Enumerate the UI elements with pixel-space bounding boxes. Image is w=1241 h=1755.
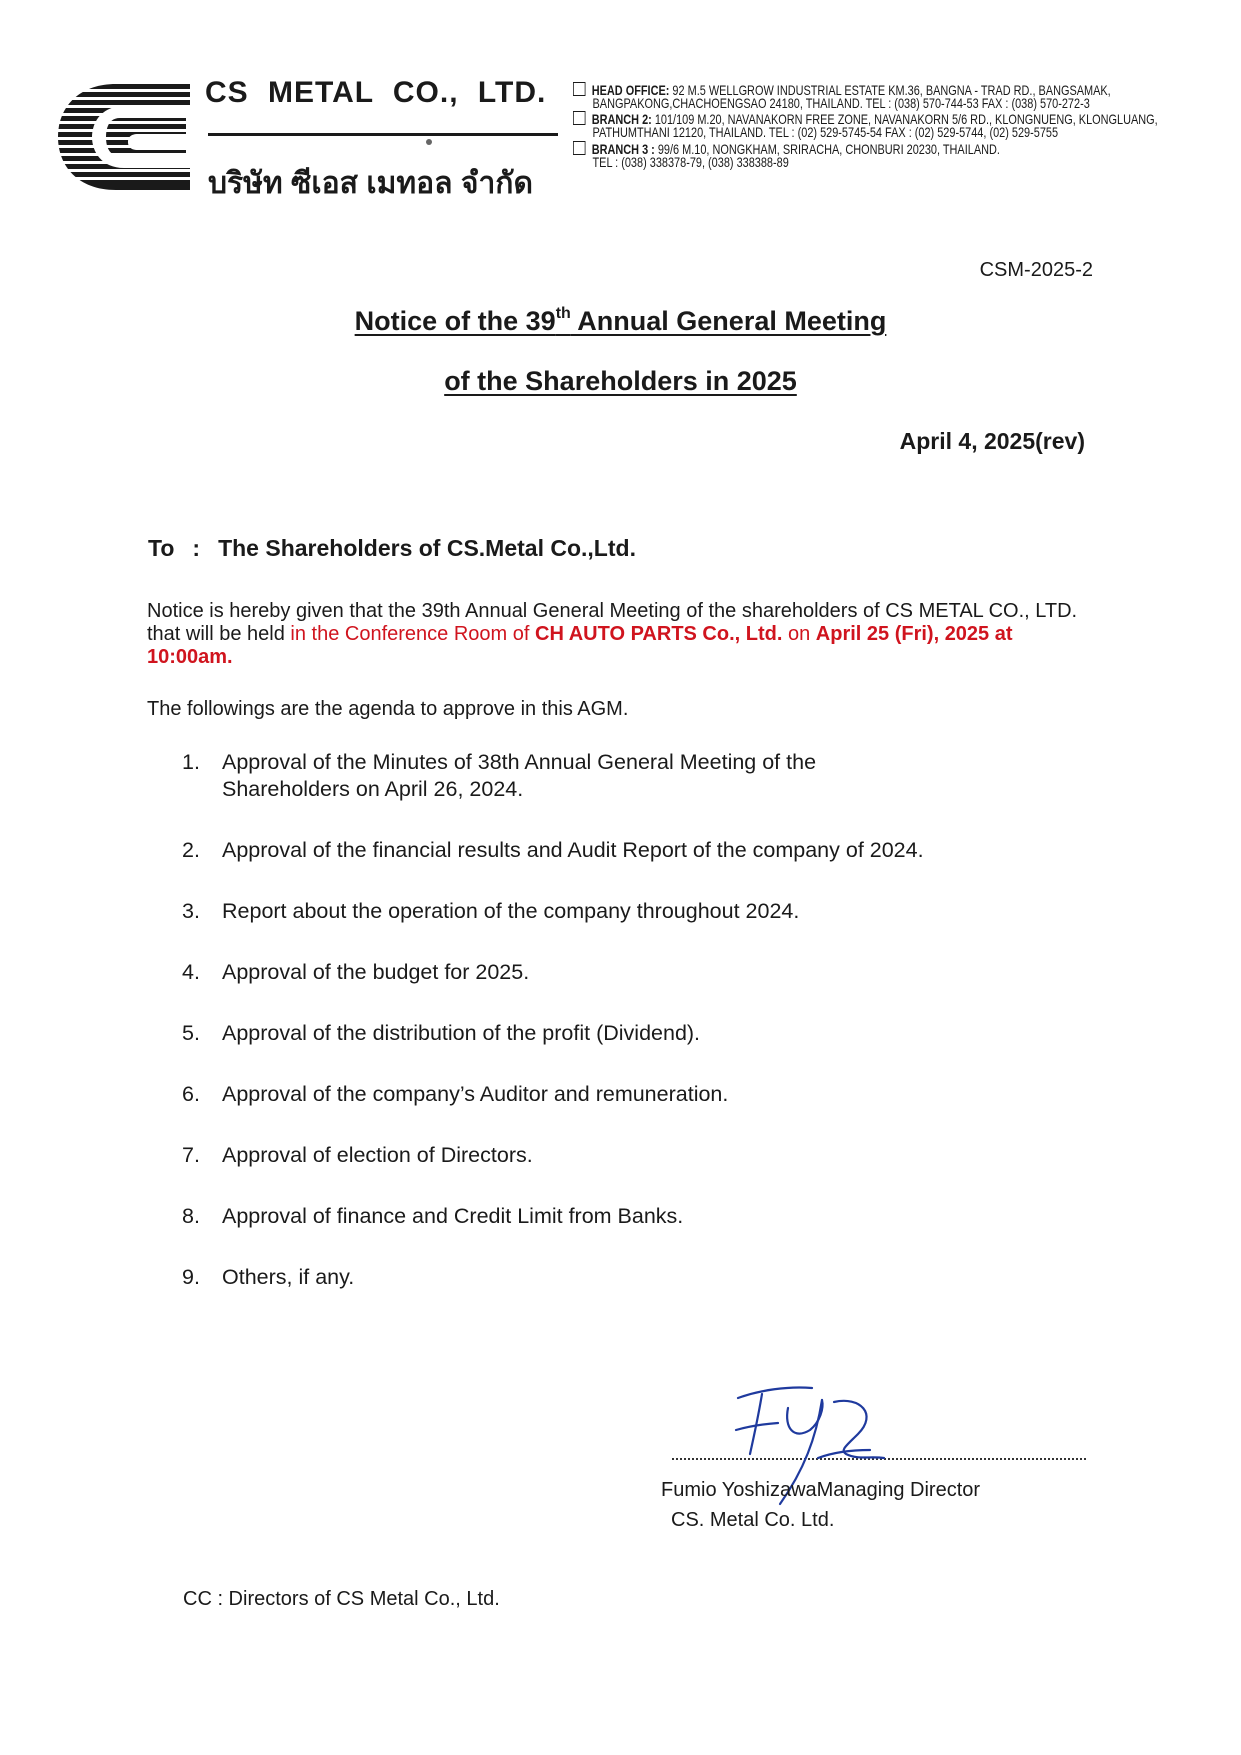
document-title-line1: Notice of the 39th Annual General Meeting <box>354 305 887 336</box>
branch3-address-line2: TEL : (038) 338378-79, (038) 338388-89 <box>592 154 789 170</box>
agenda-item: 5. Approval of the distribution of the profit (Dividend). <box>182 1021 701 1045</box>
branch3-address: BRANCH 3 : 99/6 M.10, NONGKHAM, SRIRACHA, CHONBURI 20230, THAILAND. <box>573 141 1000 156</box>
company-logo <box>58 84 190 190</box>
agenda-item: 4. Approval of the budget for 2025. <box>182 960 530 984</box>
company-name-en: CS METAL CO., LTD. <box>205 76 547 109</box>
checkbox-icon <box>573 82 585 96</box>
cc-line: CC : Directors of CS Metal Co., Ltd. <box>183 1588 500 1610</box>
checkbox-icon <box>573 141 585 155</box>
agenda-item: 8. Approval of finance and Credit Limit from Banks. <box>182 1204 684 1228</box>
checkbox-icon <box>573 111 585 125</box>
agenda-item: 6. Approval of the company’s Auditor and remuneration. <box>182 1082 729 1106</box>
document-number: CSM-2025-2 <box>979 259 1093 281</box>
company-name-th: บริษัท ซีเอส เมทอล จำกัด <box>208 167 533 200</box>
agenda-item: 3. Report about the operation of the company throughout 2024. <box>182 899 800 923</box>
notice-paragraph: Notice is hereby given that the 39th Annual General Meeting of the shareholders of CS METAL CO., LTD. that will be held in the Conference Room of CH AUTO PARTS Co., Ltd. on April 25 (Fri), 2025 at 10:00am. <box>147 600 1078 668</box>
agenda-item: 7. Approval of election of Directors. <box>182 1143 533 1167</box>
agenda-item: 2. Approval of the financial results and Audit Report of the company of 2024. <box>182 838 924 862</box>
branch2-address: BRANCH 2: 101/109 M.20, NAVANAKORN FREE ZONE, NAVANAKORN 5/6 RD., KLONGNUENG, KLONGLUANG, <box>573 111 1158 126</box>
agenda-list <box>182 749 1062 1325</box>
letterhead-divider <box>208 133 558 136</box>
signer-company: CS. Metal Co. Ltd. <box>671 1509 835 1531</box>
agenda-item: 9. Others, if any. <box>182 1265 355 1289</box>
signer-name: Fumio YoshizawaManaging Director <box>661 1479 981 1501</box>
letterhead-dot <box>426 139 432 145</box>
agenda-item: 1. Approval of the Minutes of 38th Annual General Meeting of the Shareholders on April 26, 2024. <box>182 750 817 801</box>
agenda-intro: The followings are the agenda to approve in this AGM. <box>147 698 629 720</box>
branch2-address-line2: PATHUMTHANI 12120, THAILAND. TEL : (02) 529-5745-54 FAX : (02) 529-5744, (02) 529-5755 <box>592 124 1059 140</box>
document-date: April 4, 2025(rev) <box>899 428 1085 454</box>
head-office-address: HEAD OFFICE: 92 M.5 WELLGROW INDUSTRIAL ESTATE KM.36, BANGNA - TRAD RD., BANGSAMAK, <box>573 82 1111 97</box>
document-title-line2: of the Shareholders in 2025 <box>444 366 797 396</box>
addressee: To : The Shareholders of CS.Metal Co.,Ltd. <box>148 535 636 561</box>
head-office-address-line2: BANGPAKONG,CHACHOENGSAO 24180, THAILAND. TEL : (038) 570-744-53 FAX : (038) 570-272-3 <box>592 95 1090 111</box>
